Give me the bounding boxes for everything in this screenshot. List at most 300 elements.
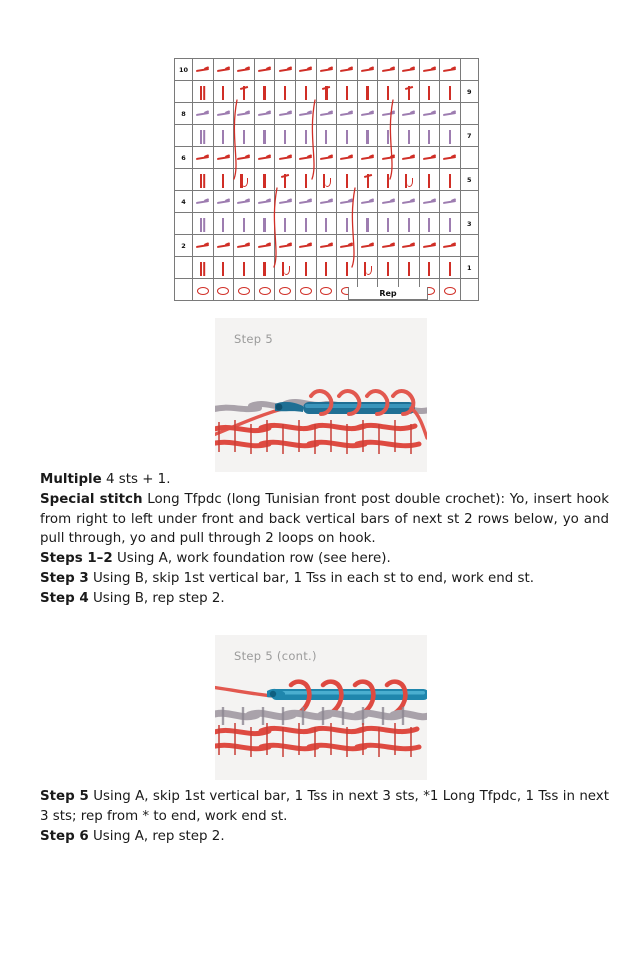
instruction-steps-1-2: [40, 549, 609, 569]
chain-return-symbol: [443, 198, 456, 207]
chart-cell: [213, 191, 234, 213]
chart-cell: [213, 103, 234, 125]
stitch-chart: [174, 58, 472, 301]
chart-cell: [316, 59, 337, 81]
chart-cell: [419, 235, 440, 257]
tss-symbol: [243, 262, 245, 276]
chain-return-symbol: [402, 154, 415, 163]
chart-cell: [357, 235, 378, 257]
tss-symbol: [346, 86, 348, 100]
tss-symbol: [366, 86, 368, 100]
chart-cell: [193, 257, 214, 279]
chart-cell: [275, 169, 296, 191]
instruction-multiple-text: 4 sts + 1.: [101, 472, 171, 487]
tss-symbol: [428, 174, 430, 188]
chart-cell: [440, 125, 461, 147]
chart-cell: [254, 235, 275, 257]
chain-return-symbol: [217, 154, 230, 163]
chain-return-symbol: [361, 154, 374, 163]
chart-row: [175, 125, 479, 147]
tss-symbol: [387, 130, 389, 144]
chain-return-symbol: [196, 198, 209, 207]
chart-cell: [193, 169, 214, 191]
chart-cell: [398, 125, 419, 147]
chain-return-symbol: [237, 242, 250, 251]
chart-cell: [440, 103, 461, 125]
chain-return-symbol: [340, 110, 353, 119]
chart-cell: [378, 213, 399, 235]
instruction-special-stitch-text: Long Tfpdc (long Tunisian front post double crochet): Yo, insert hook from right to left under front and back vertical bars of next st 2 rows below, yo and pull through, yo and pull through 2 loops on hook.: [40, 491, 609, 547]
tss-symbol: [263, 262, 265, 276]
tss-symbol: [263, 218, 265, 232]
long-tfpdc-top-symbol: [322, 86, 330, 100]
long-tfpdc-top-symbol: [281, 174, 289, 188]
chart-cell: [193, 81, 214, 103]
chart-row-number-right: 3: [460, 213, 478, 235]
chart-cell: [440, 257, 461, 279]
chain-return-symbol: [320, 110, 333, 119]
chart-row-number-left: [175, 125, 193, 147]
chain-return-symbol: [299, 154, 312, 163]
tss-symbol: [408, 130, 410, 144]
chart-cell: [193, 191, 214, 213]
chart-cell: [213, 257, 234, 279]
chart-cell: [398, 169, 419, 191]
chart-cell: [316, 191, 337, 213]
long-tfpdc-top-symbol: [405, 86, 413, 100]
tss-symbol: [428, 86, 430, 100]
photo-step-5-cont-label: Step 5 (cont.): [234, 649, 317, 663]
chart-cell: [419, 169, 440, 191]
chart-cell: [419, 103, 440, 125]
chart-row: [175, 103, 479, 125]
chart-cell: [357, 103, 378, 125]
chart-cell: [337, 169, 358, 191]
chart-row: [175, 59, 479, 81]
tss-symbol: [305, 130, 307, 144]
chart-cell: [254, 59, 275, 81]
tss-symbol: [222, 86, 224, 100]
tss-symbol: [346, 174, 348, 188]
repeat-bracket-label: Rep: [379, 289, 397, 298]
tss-symbol: [305, 218, 307, 232]
chart-row: [175, 81, 479, 103]
chart-cell: [193, 213, 214, 235]
chart-row-number-right: [460, 147, 478, 169]
chain-return-symbol: [320, 66, 333, 75]
instruction-step-5-text: Using A, skip 1st vertical bar, 1 Tss in next 3 sts, *1 Long Tfpdc, 1 Tss in next 3 sts; rep from * to end, work end st.: [40, 789, 609, 824]
chain-return-symbol: [196, 110, 209, 119]
chart-row-number-left: 8: [175, 103, 193, 125]
chart-cell: [440, 59, 461, 81]
chain-return-symbol: [217, 198, 230, 207]
chart-cell: [440, 147, 461, 169]
chain-return-symbol: [320, 154, 333, 163]
chain-return-symbol: [402, 110, 415, 119]
tss-symbol: [222, 218, 224, 232]
chart-cell: [234, 235, 255, 257]
instruction-special-stitch: [40, 490, 609, 549]
instruction-step-3-text: Using B, skip 1st vertical bar, 1 Tss in each st to end, work end st.: [88, 570, 535, 586]
chart-cell: [337, 191, 358, 213]
stitch-chart-grid: [174, 58, 479, 301]
chart-cell: [275, 125, 296, 147]
chart-cell: [419, 191, 440, 213]
tss-symbol: [325, 218, 327, 232]
chart-row: [175, 235, 479, 257]
instruction-step-6-text: Using A, rep step 2.: [88, 828, 225, 844]
chart-cell: [378, 125, 399, 147]
chart-cell: [440, 213, 461, 235]
tss-symbol: [428, 130, 430, 144]
chart-cell: [440, 191, 461, 213]
tss-symbol: [449, 130, 451, 144]
tss-symbol: [305, 174, 307, 188]
chain-return-symbol: [361, 242, 374, 251]
tss-symbol: [222, 262, 224, 276]
instruction-step-4-label: Step 4: [40, 590, 89, 606]
chart-cell: [316, 257, 337, 279]
chain-return-symbol: [340, 242, 353, 251]
chart-cell: [254, 213, 275, 235]
chart-cell: [213, 81, 234, 103]
chart-cell: [295, 147, 316, 169]
chain-return-symbol: [402, 242, 415, 251]
chart-row-number-right: 5: [460, 169, 478, 191]
chain-return-symbol: [196, 154, 209, 163]
chart-cell: [419, 257, 440, 279]
chart-row-number-left: [175, 81, 193, 103]
chart-cell: [254, 103, 275, 125]
chart-cell: [295, 213, 316, 235]
instruction-step-6-label: Step 6: [40, 828, 89, 844]
tss-symbol: [284, 218, 286, 232]
chart-cell: [295, 257, 316, 279]
chart-cell: [254, 147, 275, 169]
chart-row-number-right: [460, 191, 478, 213]
tss-symbol: [449, 218, 451, 232]
chart-row-number-left: 6: [175, 147, 193, 169]
instruction-steps-1-2-label: Steps 1–2: [40, 551, 113, 567]
chart-cell: [337, 81, 358, 103]
chain-return-symbol: [423, 198, 436, 207]
long-tfpdc-symbol: [239, 174, 248, 188]
chain-return-symbol: [443, 242, 456, 251]
chart-cell: [398, 235, 419, 257]
chart-row: [175, 213, 479, 235]
chain-return-symbol: [382, 154, 395, 163]
chain-return-symbol: [258, 154, 271, 163]
instruction-step-3-label: Step 3: [40, 570, 89, 586]
tss-symbol: [284, 86, 286, 100]
chart-row: [175, 147, 479, 169]
chart-cell: [398, 81, 419, 103]
chart-cell: [275, 213, 296, 235]
chart-cell: [193, 59, 214, 81]
chart-cell: [213, 169, 234, 191]
chart-cell: [275, 257, 296, 279]
tss-symbol: [428, 262, 430, 276]
chart-cell: [316, 147, 337, 169]
chart-cell: [275, 59, 296, 81]
chart-row-number-left: 4: [175, 191, 193, 213]
chain-return-symbol: [402, 198, 415, 207]
tss-symbol: [449, 86, 451, 100]
chart-cell: [357, 213, 378, 235]
chain-return-symbol: [279, 154, 292, 163]
chart-row-number-right: 1: [460, 257, 478, 279]
chain-return-symbol: [320, 242, 333, 251]
chart-cell: [193, 125, 214, 147]
chart-cell: [378, 191, 399, 213]
chain-return-symbol: [217, 66, 230, 75]
chart-cell: [337, 213, 358, 235]
chart-cell: [316, 213, 337, 235]
chart-cell: [378, 235, 399, 257]
chart-cell: [295, 169, 316, 191]
chart-cell: [295, 59, 316, 81]
chart-cell: [419, 147, 440, 169]
chart-cell: [419, 81, 440, 103]
chart-cell: [419, 213, 440, 235]
chart-row-number-left: [175, 213, 193, 235]
chart-cell: [398, 191, 419, 213]
chart-cell: [378, 59, 399, 81]
chain-return-symbol: [320, 198, 333, 207]
tss-symbol: [408, 262, 410, 276]
chain-return-symbol: [217, 242, 230, 251]
tss-symbol: [305, 262, 307, 276]
chart-row-number-right: [460, 59, 478, 81]
chart-cell: [213, 213, 234, 235]
chart-cell: [234, 59, 255, 81]
chart-cell: [398, 213, 419, 235]
chart-cell: [275, 235, 296, 257]
chart-row-number-left: [175, 257, 193, 279]
chart-cell: [337, 147, 358, 169]
tss-symbol: [387, 174, 389, 188]
chain-return-symbol: [361, 110, 374, 119]
chart-cell: [337, 257, 358, 279]
chart-cell: [378, 257, 399, 279]
tss-symbol: [387, 218, 389, 232]
chain-return-symbol: [258, 110, 271, 119]
chart-cell: [234, 81, 255, 103]
chart-cell: [275, 81, 296, 103]
chain-return-symbol: [340, 66, 353, 75]
chain-return-symbol: [279, 110, 292, 119]
chart-cell: [440, 81, 461, 103]
tss-symbol: [346, 130, 348, 144]
tss-symbol: [263, 86, 265, 100]
chain-return-symbol: [196, 66, 209, 75]
chain-return-symbol: [196, 242, 209, 251]
chart-cell: [254, 169, 275, 191]
chain-return-symbol: [299, 242, 312, 251]
chart-cell: [357, 147, 378, 169]
chart-cell: [295, 125, 316, 147]
chain-return-symbol: [279, 242, 292, 251]
long-tfpdc-top-symbol: [240, 86, 248, 100]
chart-cell: [357, 59, 378, 81]
chain-return-symbol: [299, 66, 312, 75]
chain-return-symbol: [443, 154, 456, 163]
chart-cell: [193, 147, 214, 169]
chain-return-symbol: [217, 110, 230, 119]
chart-cell: [419, 59, 440, 81]
chain-return-symbol: [361, 198, 374, 207]
chart-row: [175, 257, 479, 279]
chart-cell: [213, 235, 234, 257]
chart-cell: [234, 147, 255, 169]
chart-repeat-bracket: [174, 285, 466, 303]
chain-return-symbol: [443, 110, 456, 119]
chart-cell: [234, 169, 255, 191]
chain-return-symbol: [423, 154, 436, 163]
tss-symbol: [449, 174, 451, 188]
tss-symbol: [325, 262, 327, 276]
chart-cell: [213, 147, 234, 169]
chart-row-number-left: 10: [175, 59, 193, 81]
chain-return-symbol: [340, 198, 353, 207]
tss-symbol: [449, 262, 451, 276]
tss-symbol: [222, 174, 224, 188]
chart-cell: [316, 81, 337, 103]
tss-symbol: [346, 218, 348, 232]
chart-cell: [234, 191, 255, 213]
chart-cell: [213, 125, 234, 147]
chain-return-symbol: [443, 66, 456, 75]
tss-symbol: [428, 218, 430, 232]
chart-cell: [193, 103, 214, 125]
chart-cell: [254, 125, 275, 147]
chain-return-symbol: [279, 66, 292, 75]
photo-step-5-cont: [215, 635, 427, 780]
instructions-top: [40, 470, 609, 609]
chart-cell: [398, 147, 419, 169]
end-stitch-symbol: [200, 130, 202, 144]
chain-return-symbol: [382, 242, 395, 251]
instruction-step-6: [40, 827, 609, 847]
tss-symbol: [305, 86, 307, 100]
chart-row-number-right: [460, 235, 478, 257]
chart-row-number-right: 7: [460, 125, 478, 147]
chart-cell: [378, 103, 399, 125]
long-tfpdc-symbol: [322, 174, 331, 188]
chain-return-symbol: [279, 198, 292, 207]
chart-cell: [234, 213, 255, 235]
chart-cell: [440, 235, 461, 257]
chain-return-symbol: [258, 242, 271, 251]
chart-row-number-left: [175, 169, 193, 191]
chart-cell: [357, 81, 378, 103]
instruction-step-5: [40, 787, 609, 827]
chain-return-symbol: [258, 66, 271, 75]
chain-return-symbol: [423, 66, 436, 75]
chart-cell: [357, 125, 378, 147]
chart-cell: [357, 257, 378, 279]
chain-return-symbol: [299, 110, 312, 119]
chart-cell: [337, 59, 358, 81]
tss-symbol: [243, 130, 245, 144]
instruction-step-4: [40, 589, 609, 609]
instruction-multiple: [40, 470, 609, 490]
instructions-bottom: [40, 787, 609, 846]
instruction-multiple-label: Multiple: [40, 472, 102, 487]
chart-row: [175, 191, 479, 213]
photo-step-5-label: Step 5: [234, 332, 273, 346]
chart-cell: [337, 125, 358, 147]
end-stitch-symbol: [200, 174, 202, 188]
chart-cell: [316, 125, 337, 147]
tss-symbol: [346, 262, 348, 276]
long-tfpdc-symbol: [363, 262, 372, 276]
chart-cell: [234, 257, 255, 279]
photo-step-5: [215, 318, 427, 472]
chart-cell: [295, 191, 316, 213]
chart-cell: [316, 235, 337, 257]
chain-return-symbol: [382, 110, 395, 119]
chart-cell: [378, 81, 399, 103]
end-stitch-symbol: [200, 218, 202, 232]
chart-cell: [295, 235, 316, 257]
chart-cell: [234, 125, 255, 147]
chain-return-symbol: [423, 110, 436, 119]
end-stitch-symbol: [200, 262, 202, 276]
chart-cell: [337, 235, 358, 257]
chart-cell: [378, 147, 399, 169]
tss-symbol: [263, 130, 265, 144]
chart-cell: [234, 103, 255, 125]
chart-cell: [357, 169, 378, 191]
chart-cell: [316, 169, 337, 191]
chain-return-symbol: [237, 110, 250, 119]
instruction-step-3: [40, 569, 609, 589]
chart-row-number-right: 9: [460, 81, 478, 103]
chart-cell: [398, 103, 419, 125]
chart-cell: [295, 103, 316, 125]
tss-symbol: [408, 218, 410, 232]
chain-return-symbol: [237, 198, 250, 207]
chart-cell: [295, 81, 316, 103]
chain-return-symbol: [423, 242, 436, 251]
chart-cell: [398, 59, 419, 81]
chain-return-symbol: [382, 198, 395, 207]
tss-symbol: [366, 218, 368, 232]
long-tfpdc-symbol: [404, 174, 413, 188]
chart-cell: [254, 191, 275, 213]
chart-cell: [254, 257, 275, 279]
chart-cell: [275, 191, 296, 213]
chain-return-symbol: [237, 66, 250, 75]
tss-symbol: [387, 86, 389, 100]
chart-row: [175, 169, 479, 191]
chart-cell: [193, 235, 214, 257]
tss-symbol: [387, 262, 389, 276]
chain-return-symbol: [382, 66, 395, 75]
chain-return-symbol: [361, 66, 374, 75]
chart-row-number-right: [460, 103, 478, 125]
chain-return-symbol: [402, 66, 415, 75]
chart-cell: [378, 169, 399, 191]
chart-cell: [316, 103, 337, 125]
end-stitch-symbol: [200, 86, 202, 100]
chart-cell: [213, 59, 234, 81]
chart-cell: [337, 103, 358, 125]
chart-cell: [419, 125, 440, 147]
instruction-special-stitch-label: Special stitch: [40, 491, 143, 507]
tss-symbol: [263, 174, 265, 188]
